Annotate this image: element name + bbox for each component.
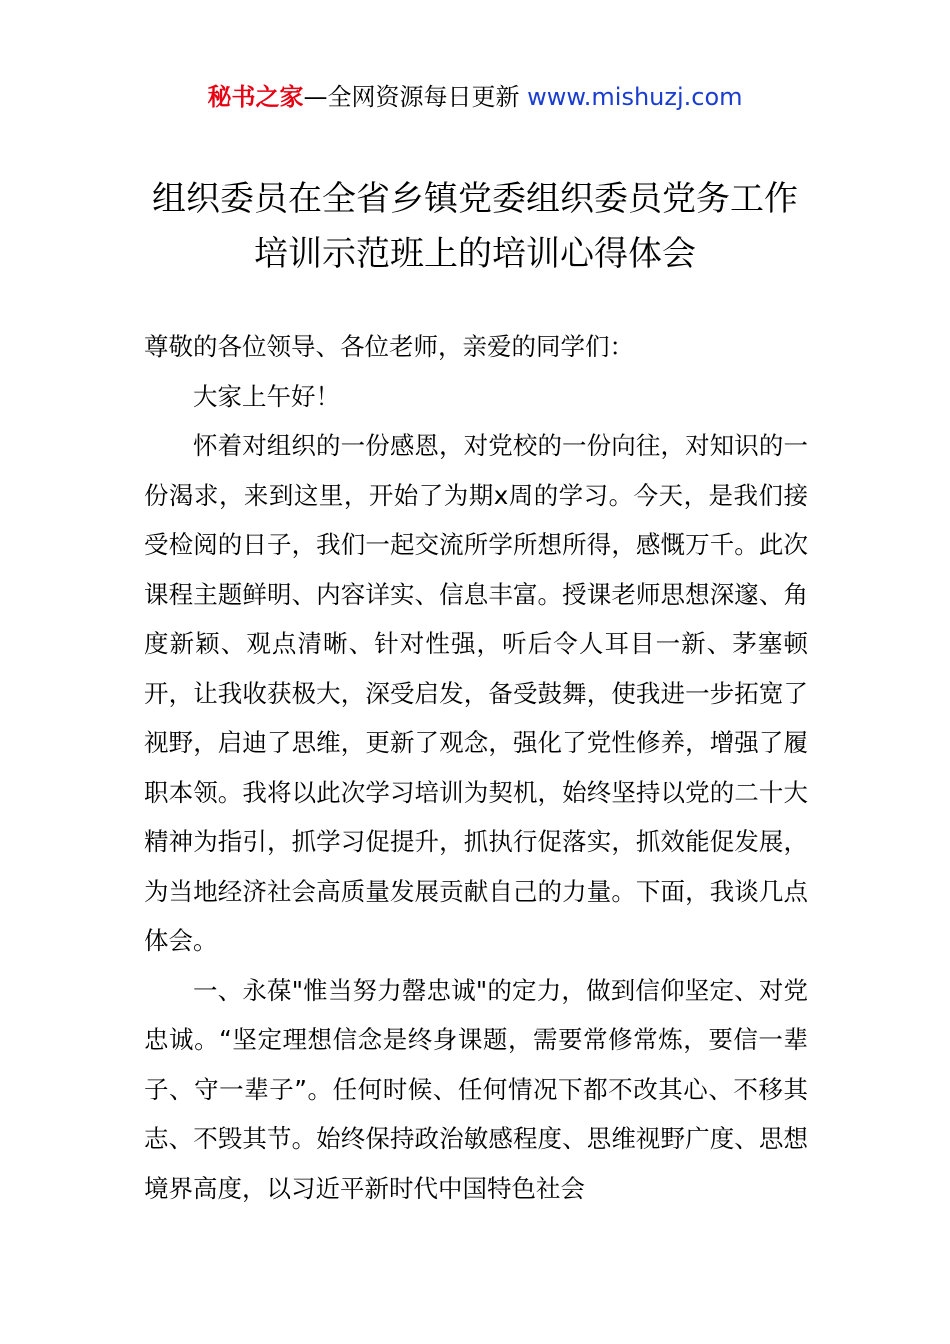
brand-name: 秘书之家 <box>207 83 304 111</box>
site-url-link[interactable]: www.mishuzj.com <box>527 83 743 111</box>
body-paragraph: 怀着对组织的一份感恩，对党校的一份向往，对知识的一份渴求，来到这里，开始了为期x周的学习。今天，是我们接受检阅的日子，我们一起交流所学所想所得，感慨万千。此次课程主题鲜明、内容详实、信息丰富。授课老师思想深邃、角度新颖、观点清晰、针对性强，听后令人耳目一新、茅塞顿开，让我收获极大，深受启发，备受鼓舞，使我进一步拓宽了视野，启迪了思维，更新了观念，强化了党性修养，增强了履职本领。我将以此次学习培训为契机，始终坚持以党的二十大精神为指引，抓学习促提升，抓执行促落实，抓效能促发展，为当地经济社会高质量发展贡献自己的力量。下面，我谈几点体会。 <box>144 431 808 955</box>
document-title: 组织委员在全省乡镇党委组织委员党务工作培训示范班上的培训心得体会 <box>152 179 798 274</box>
greeting: 大家上午好！ <box>193 381 340 411</box>
document-body <box>144 322 808 1213</box>
salutation: 尊敬的各位领导、各位老师，亲爱的同学们： <box>144 332 634 361</box>
site-tagline: —全网资源每日更新 <box>303 83 528 111</box>
site-header <box>0 80 950 114</box>
body-paragraph: 一、永葆"惟当努力罄忠诚"的定力，做到信仰坚定、对党忠诚。“坚定理想信念是终身课题，需要常修常炼，要信一辈子、守一辈子”。任何时候、任何情况下都不改其心、不移其志、不毁其节。始终保持政治敏感程度、思维视野广度、思想境界高度，以习近平新时代中国特色社会 <box>144 975 808 1203</box>
